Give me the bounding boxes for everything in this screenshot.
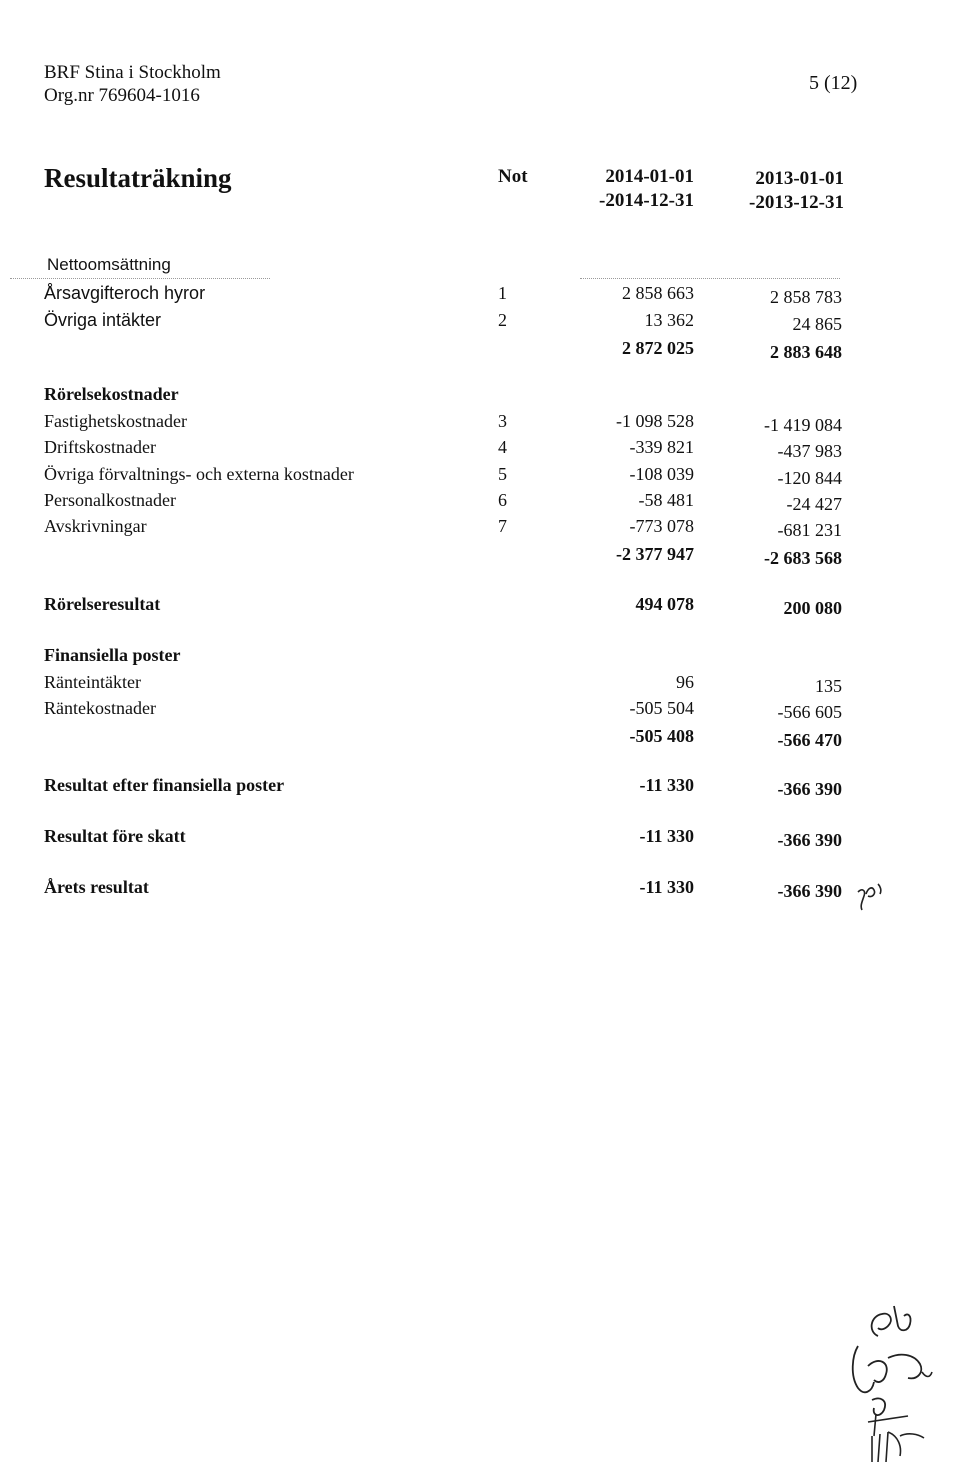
subtotal-current: -505 408: [629, 726, 694, 746]
row-current: -11 330: [639, 826, 694, 846]
row-label: Övriga förvaltnings- och externa kostnader: [44, 464, 354, 484]
subtotal-row: [44, 337, 864, 362]
row-previous: -681 231: [777, 520, 842, 540]
row-current: 96: [676, 672, 694, 692]
row-note: 3: [498, 411, 507, 431]
table-row: [44, 410, 864, 435]
row-previous: 24 865: [792, 314, 842, 334]
table-row: [44, 671, 864, 696]
row-note: 4: [498, 437, 507, 457]
row-previous: -366 390: [777, 830, 842, 850]
row-previous: -1 419 084: [764, 415, 842, 435]
scan-artifact-line: [10, 278, 270, 279]
row-note: 2: [498, 310, 507, 330]
row-previous: -24 427: [786, 494, 842, 514]
section-heading-operating-costs: Rörelsekostnader: [44, 384, 179, 404]
row-current: -108 039: [629, 464, 694, 484]
scan-artifact-line: [580, 278, 840, 279]
row-label: Årsavgifteroch hyror: [44, 283, 206, 303]
row-label: Ränteintäkter: [44, 672, 141, 692]
section-heading-net-revenue: Nettoomsättning: [47, 255, 171, 274]
previous-period-end: -2013-12-31: [749, 192, 844, 213]
table-row: [44, 697, 864, 722]
subtotal-previous: -566 470: [777, 730, 842, 750]
row-previous: -366 390: [777, 779, 842, 799]
page-title: Resultaträkning: [44, 163, 232, 193]
row-current: -339 821: [629, 437, 694, 457]
row-label: Rörelseresultat: [44, 594, 161, 614]
previous-period-header: [749, 167, 844, 215]
row-label: Räntekostnader: [44, 698, 156, 718]
org-number: Org.nr 769604-1016: [44, 85, 200, 106]
row-note: 1: [498, 283, 507, 303]
current-period-end: -2014-12-31: [599, 190, 694, 211]
subtotal-row: [44, 543, 864, 568]
row-label: Personalkostnader: [44, 490, 176, 510]
subtotal-row: [44, 725, 864, 750]
table-row: [44, 309, 864, 334]
previous-period-start: 2013-01-01: [755, 168, 844, 189]
section-heading-financial: Finansiella poster: [44, 645, 181, 665]
row-note: 6: [498, 490, 507, 510]
result-before-tax-row: [44, 825, 864, 850]
row-label: Årets resultat: [44, 877, 149, 897]
row-previous: -566 605: [777, 702, 842, 722]
row-previous: 135: [815, 676, 842, 696]
row-note: 7: [498, 516, 507, 536]
row-label: Övriga intäkter: [44, 310, 162, 330]
row-current: -58 481: [638, 490, 694, 510]
current-period-start: 2014-01-01: [605, 166, 694, 187]
subtotal-current: -2 377 947: [616, 544, 694, 564]
row-previous: -366 390: [777, 881, 842, 901]
table-row: [44, 463, 864, 488]
subtotal-previous: 2 883 648: [770, 342, 842, 362]
subtotal-previous: -2 683 568: [764, 548, 842, 568]
current-period-header: [599, 165, 694, 213]
page-number: 5 (12): [809, 72, 858, 94]
result-after-financial-row: [44, 774, 864, 799]
handwritten-signatures: [838, 1296, 938, 1464]
row-current: -773 078: [629, 516, 694, 536]
table-row: [44, 282, 864, 307]
row-previous: -437 983: [777, 441, 842, 461]
table-row: [44, 515, 864, 540]
row-previous: 200 080: [783, 598, 842, 618]
table-row: [44, 489, 864, 514]
note-column-header: Not: [498, 166, 528, 187]
row-label: Fastighetskostnader: [44, 411, 187, 431]
row-current: -11 330: [639, 877, 694, 897]
row-note: 5: [498, 464, 507, 484]
row-label: Driftskostnader: [44, 437, 156, 457]
row-label: Avskrivningar: [44, 516, 147, 536]
row-label: Resultat efter finansiella poster: [44, 775, 285, 795]
operating-result-row: [44, 593, 864, 618]
initials-signature: [854, 880, 894, 912]
row-current: -505 504: [629, 698, 694, 718]
row-current: -1 098 528: [616, 411, 694, 431]
row-current: 2 858 663: [622, 283, 694, 303]
subtotal-current: 2 872 025: [622, 338, 694, 358]
year-result-row: [44, 876, 864, 901]
row-previous: -120 844: [777, 468, 842, 488]
row-label: Resultat före skatt: [44, 826, 186, 846]
row-previous: 2 858 783: [770, 287, 842, 307]
company-name: BRF Stina i Stockholm: [44, 62, 221, 83]
row-current: 494 078: [635, 594, 694, 614]
row-current: 13 362: [644, 310, 694, 330]
row-current: -11 330: [639, 775, 694, 795]
table-row: [44, 436, 864, 461]
